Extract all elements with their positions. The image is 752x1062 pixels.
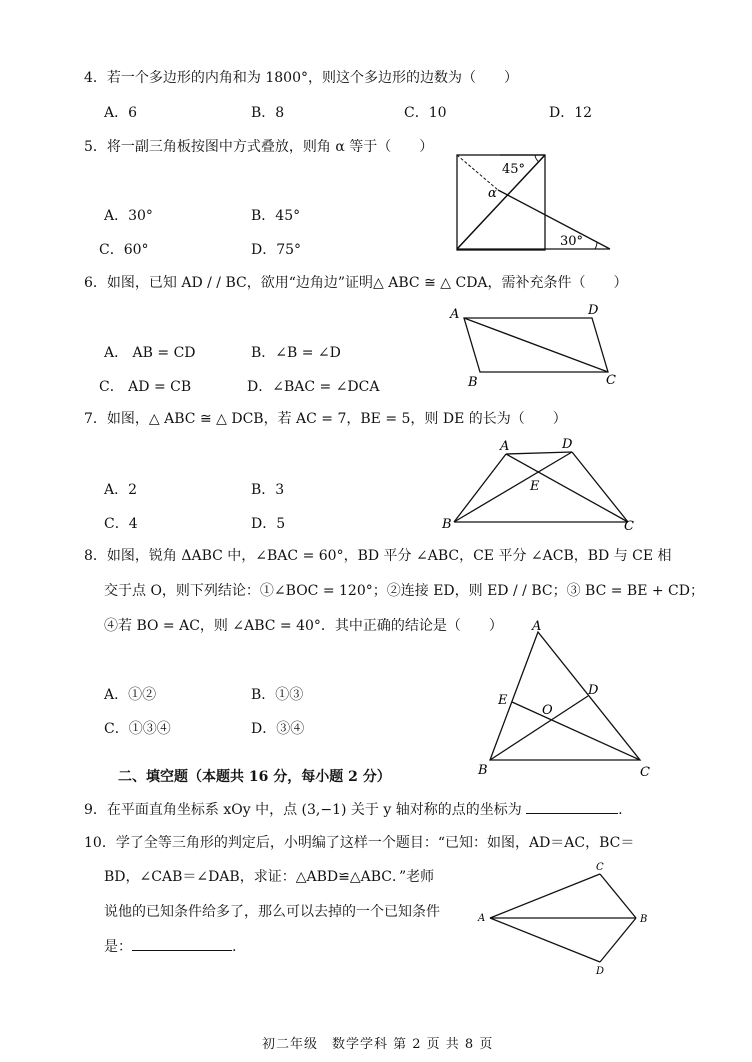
q5-stem: 5．将一副三角板按图中方式叠放，则角 α 等于（ ）: [84, 139, 434, 155]
q8-line-3: ④若 BO = AC，则 ∠ABC = 40°．其中正确的结论是（ ）: [104, 618, 503, 634]
q10-period: .: [232, 939, 237, 955]
q4-option-c: C．10: [404, 105, 447, 121]
q7-triangle-abc: [454, 454, 506, 522]
q6-label-b: B: [468, 375, 478, 390]
q6-label-c: C: [606, 373, 616, 388]
q8-figure: [470, 616, 660, 782]
q10-label-c: C: [596, 862, 604, 873]
page-footer: 初二年级 数学学科 第 2 页 共 8 页: [262, 1037, 494, 1052]
q9-answer-blank[interactable]: [526, 799, 618, 814]
q5-option-c: C．60°: [99, 242, 149, 258]
q5-figure: [440, 145, 620, 257]
q9-period: .: [618, 802, 623, 818]
q7-stem: 7．如图，△ ABC ≅ △ DCB，若 AC = 7，BE = 5，则 DE 的长为（ ）: [84, 411, 567, 427]
q5-triangle-30: [498, 190, 610, 249]
q7-option-c: C．4: [104, 516, 138, 532]
q7-option-a: A．2: [104, 482, 138, 498]
q7-option-b: B．3: [251, 482, 285, 498]
q8-line-2: 交于点 O，则下列结论：①∠BOC = 120°；②连接 ED，则 ED / / BC；③ BC = BE + CD；: [104, 583, 704, 599]
q10-figure: [472, 858, 662, 980]
q6-label-a: A: [450, 307, 460, 322]
q6-option-b: B．∠B = ∠D: [251, 345, 341, 361]
q10-label-d: D: [596, 966, 605, 977]
q6-diagonal-ac: [464, 318, 608, 372]
q7-triangle-dcb: [572, 452, 628, 522]
q8-label-e: E: [498, 693, 508, 708]
q10-line-4-prefix: 是：: [104, 939, 132, 955]
q8-triangle-abc: [490, 632, 640, 760]
q4-option-d: D．12: [549, 105, 593, 121]
q7-label-c: C: [624, 519, 634, 534]
q5-option-b: B．45°: [251, 208, 301, 224]
section-2-title: 二、填空题（本题共 16 分，每小题 2 分）: [118, 769, 391, 785]
q7-label-e: E: [530, 479, 540, 494]
q7-label-b: B: [442, 517, 452, 532]
q5-angle-30: 30°: [560, 234, 584, 249]
q10-line-4: [104, 936, 236, 956]
q4-option-b: B．8: [251, 105, 285, 121]
q9-stem-text: 9．在平面直角坐标系 xOy 中，点 (3,−1) 关于 y 轴对称的点的坐标为: [84, 802, 522, 818]
q8-label-c: C: [640, 765, 650, 780]
q9-stem: [84, 799, 623, 819]
q6-figure: [448, 302, 623, 390]
q5-angle-45: 45°: [502, 162, 526, 177]
q8-label-o: O: [542, 703, 553, 718]
q8-label-a: A: [532, 619, 542, 634]
q10-line-2: BD，∠CAB＝∠DAB，求证：△ABD≌△ABC．”老师: [104, 869, 435, 885]
q8-label-d: D: [588, 683, 599, 698]
q5-option-d: D．75°: [251, 242, 302, 258]
q8-option-b: B．①③: [251, 687, 304, 703]
q7-label-d: D: [562, 437, 573, 452]
q8-option-d: D．③④: [251, 721, 305, 737]
q10-label-b: B: [640, 914, 648, 925]
q7-label-a: A: [500, 439, 510, 454]
q6-option-a: A． AB = CD: [104, 345, 196, 361]
q8-line-1: 8．如图，锐角 ΔABC 中，∠BAC = 60°，BD 平分 ∠ABC，CE 平分 ∠ACB，BD 与 CE 相: [84, 548, 672, 564]
q5-option-a: A．30°: [104, 208, 153, 224]
q8-option-c: C．①③④: [104, 721, 171, 737]
q7-option-d: D．5: [251, 516, 286, 532]
q4-option-a: A．6: [104, 105, 138, 121]
q6-option-d: D．∠BAC = ∠DCA: [247, 379, 380, 395]
q10-answer-blank[interactable]: [132, 936, 232, 951]
q8-label-b: B: [478, 763, 488, 778]
q10-line-1: 10．学了全等三角形的判定后，小明编了这样一个题目：“已知：如图，AD＝AC，BC＝: [84, 835, 635, 851]
q10-label-a: A: [478, 913, 486, 924]
q7-figure: [438, 434, 643, 532]
q8-option-a: A．①②: [104, 687, 157, 703]
q6-stem: 6．如图，已知 AD / / BC，欲用“边角边”证明△ ABC ≅ △ CDA，需补充条件（ ）: [84, 275, 628, 291]
q4-stem: 4．若一个多边形的内角和为 1800°，则这个多边形的边数为（ ）: [84, 70, 518, 86]
q6-label-d: D: [588, 303, 599, 318]
q6-option-c: C． AD = CB: [99, 379, 192, 395]
q5-angle-alpha: α: [488, 186, 497, 201]
q10-line-3: 说他的已知条件给多了，那么可以去掉的一个已知条件: [104, 904, 440, 920]
q8-bisector-ce: [512, 702, 640, 760]
